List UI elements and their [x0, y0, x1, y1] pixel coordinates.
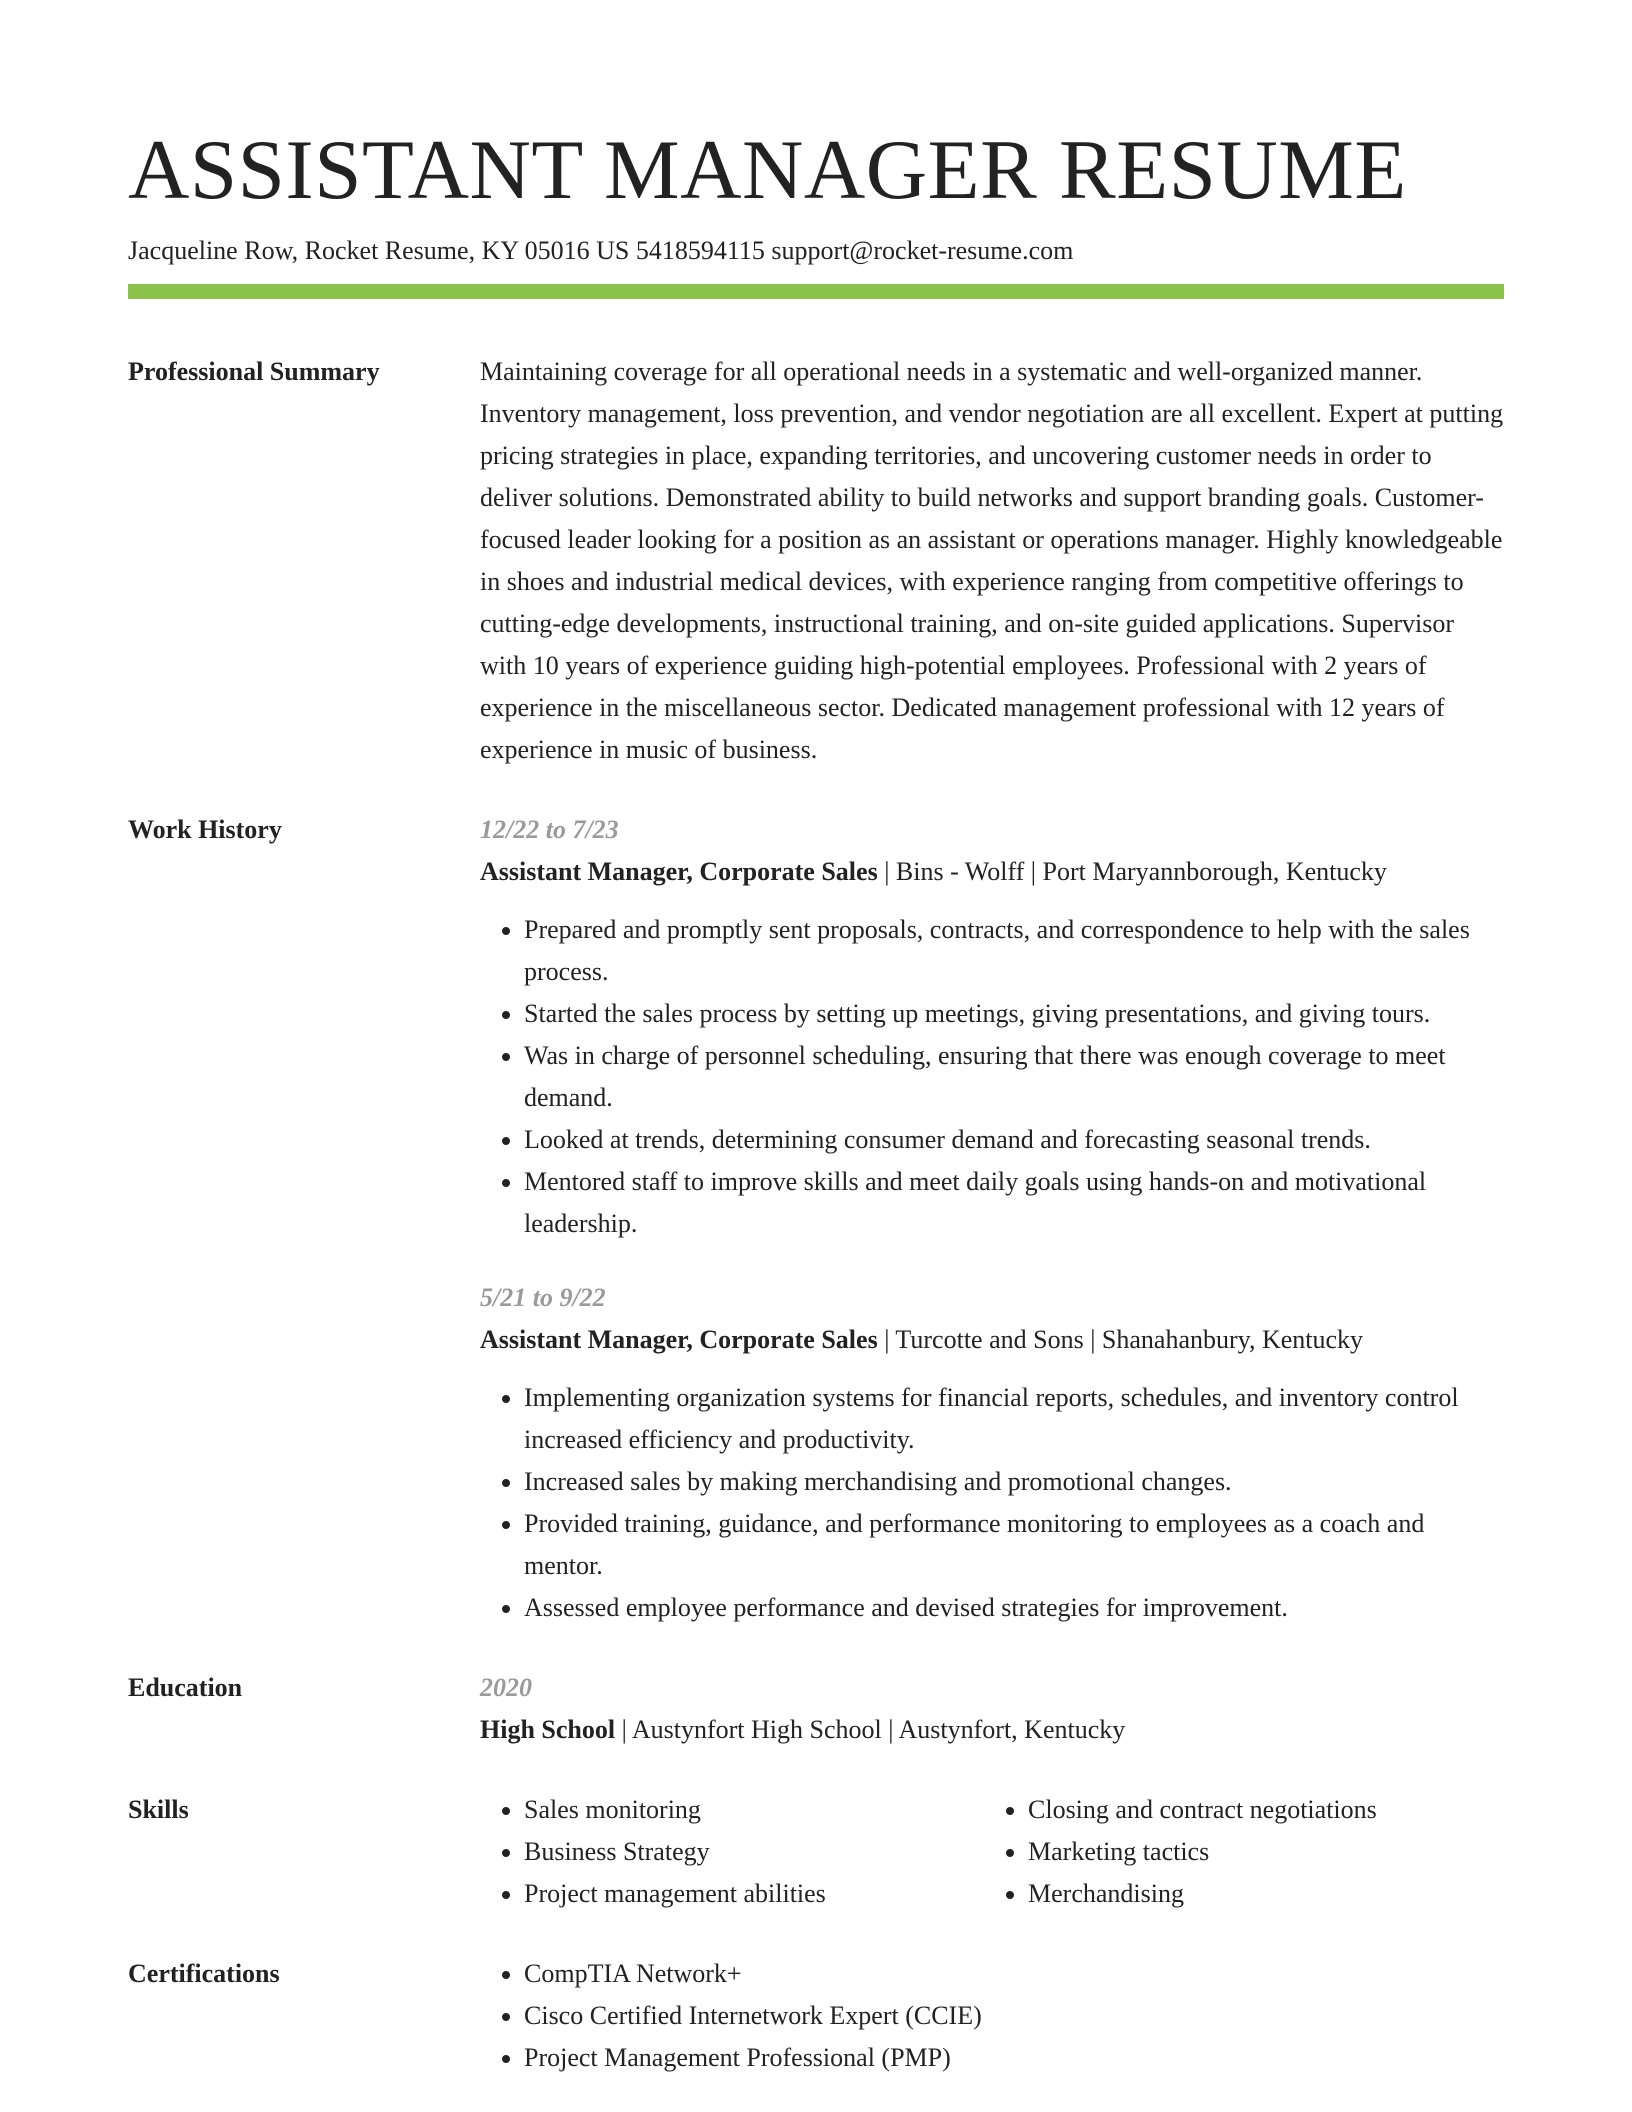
job-details: | Turcotte and Sons | Shanahanbury, Kentucky: [877, 1325, 1364, 1354]
list-item: • Assessed employee performance and devised strategies for improvement.: [524, 1587, 1504, 1629]
resume-title: ASSISTANT MANAGER RESUME: [128, 123, 1407, 217]
list-item: • Project Management Professional (PMP): [524, 2037, 1504, 2079]
list-item: • Cisco Certified Internetwork Expert (CCIE): [524, 1995, 1504, 2037]
job-dates: 5/21 to 9/22: [480, 1283, 606, 1312]
job-details: | Bins - Wolff | Port Maryannborough, Kentucky: [877, 857, 1387, 886]
list-item: • Closing and contract negotiations: [1028, 1789, 1488, 1831]
skills-list-right: [984, 1789, 1488, 1915]
education-degree: High School: [480, 1715, 616, 1744]
job-entry: [480, 809, 1504, 1245]
summary-section: [128, 351, 1504, 771]
education-details: | Austynfort High School | Austynfort, Kentucky: [615, 1715, 1126, 1744]
section-label-summary: Professional Summary: [128, 357, 380, 386]
skills-list-left: [480, 1789, 984, 1915]
header-divider: [128, 284, 1504, 299]
section-label-skills: Skills: [128, 1795, 189, 1824]
certifications-section: [128, 1953, 1504, 2079]
list-item: • Was in charge of personnel scheduling, ensuring that there was enough coverage to meet demand.: [524, 1035, 1504, 1119]
skills-section: [128, 1789, 1504, 1915]
list-item: • Business Strategy: [524, 1831, 984, 1873]
section-label-education: Education: [128, 1673, 243, 1702]
list-item: • Mentored staff to improve skills and meet daily goals using hands-on and motivational leadership.: [524, 1161, 1504, 1245]
work-history-section: [128, 809, 1504, 1629]
section-label-certifications: Certifications: [128, 1959, 280, 1988]
job-role: Assistant Manager, Corporate Sales: [480, 857, 878, 886]
certifications-list: [480, 1953, 1504, 2079]
summary-text: Maintaining coverage for all operational needs in a systematic and well-organized manner. Inventory management, loss prevention, and vendor negotiation are all excellent. Expert at putting pricing strategies in place, expanding territories, and uncovering customer needs in order to deliver solutions. Demonstrated ability to build networks and support branding goals. Customer-focused leader looking for a position as an assistant or operations manager. Highly knowledgeable in shoes and industrial medical devices, with experience ranging from competitive offerings to cutting-edge developments, instructional training, and on-site guided applications. Supervisor with 10 years of experience guiding high-potential employees. Professional with 2 years of experience in the miscellaneous sector. Dedicated management professional with 12 years of experience in music of business.: [480, 357, 1504, 764]
list-item: • Started the sales process by setting up meetings, giving presentations, and giving tours.: [524, 993, 1504, 1035]
job-bullets: [480, 1377, 1504, 1629]
list-item: • Merchandising: [1028, 1873, 1488, 1915]
job-dates: 12/22 to 7/23: [480, 815, 619, 844]
list-item: • CompTIA Network+: [524, 1953, 1504, 1995]
list-item: • Project management abilities: [524, 1873, 984, 1915]
job-title-line: [480, 1319, 1504, 1361]
education-section: [128, 1667, 1504, 1751]
job-role: Assistant Manager, Corporate Sales: [480, 1325, 878, 1354]
list-item: • Prepared and promptly sent proposals, contracts, and correspondence to help with the sales process.: [524, 909, 1504, 993]
job-title-line: [480, 851, 1504, 893]
contact-line: Jacqueline Row, Rocket Resume, KY 05016 US 5418594115 support@rocket-resume.com: [128, 236, 1074, 265]
list-item: • Implementing organization systems for financial reports, schedules, and inventory control increased efficiency and productivity.: [524, 1377, 1504, 1461]
job-bullets: [480, 909, 1504, 1245]
education-line: [480, 1709, 1504, 1751]
list-item: • Marketing tactics: [1028, 1831, 1488, 1873]
list-item: • Provided training, guidance, and performance monitoring to employees as a coach and mentor.: [524, 1503, 1504, 1587]
list-item: • Looked at trends, determining consumer demand and forecasting seasonal trends.: [524, 1119, 1504, 1161]
education-year: 2020: [480, 1673, 532, 1702]
resume-page: [128, 120, 1504, 2079]
section-label-work: Work History: [128, 815, 282, 844]
list-item: • Sales monitoring: [524, 1789, 984, 1831]
job-entry: [480, 1277, 1504, 1629]
list-item: • Increased sales by making merchandising and promotional changes.: [524, 1461, 1504, 1503]
